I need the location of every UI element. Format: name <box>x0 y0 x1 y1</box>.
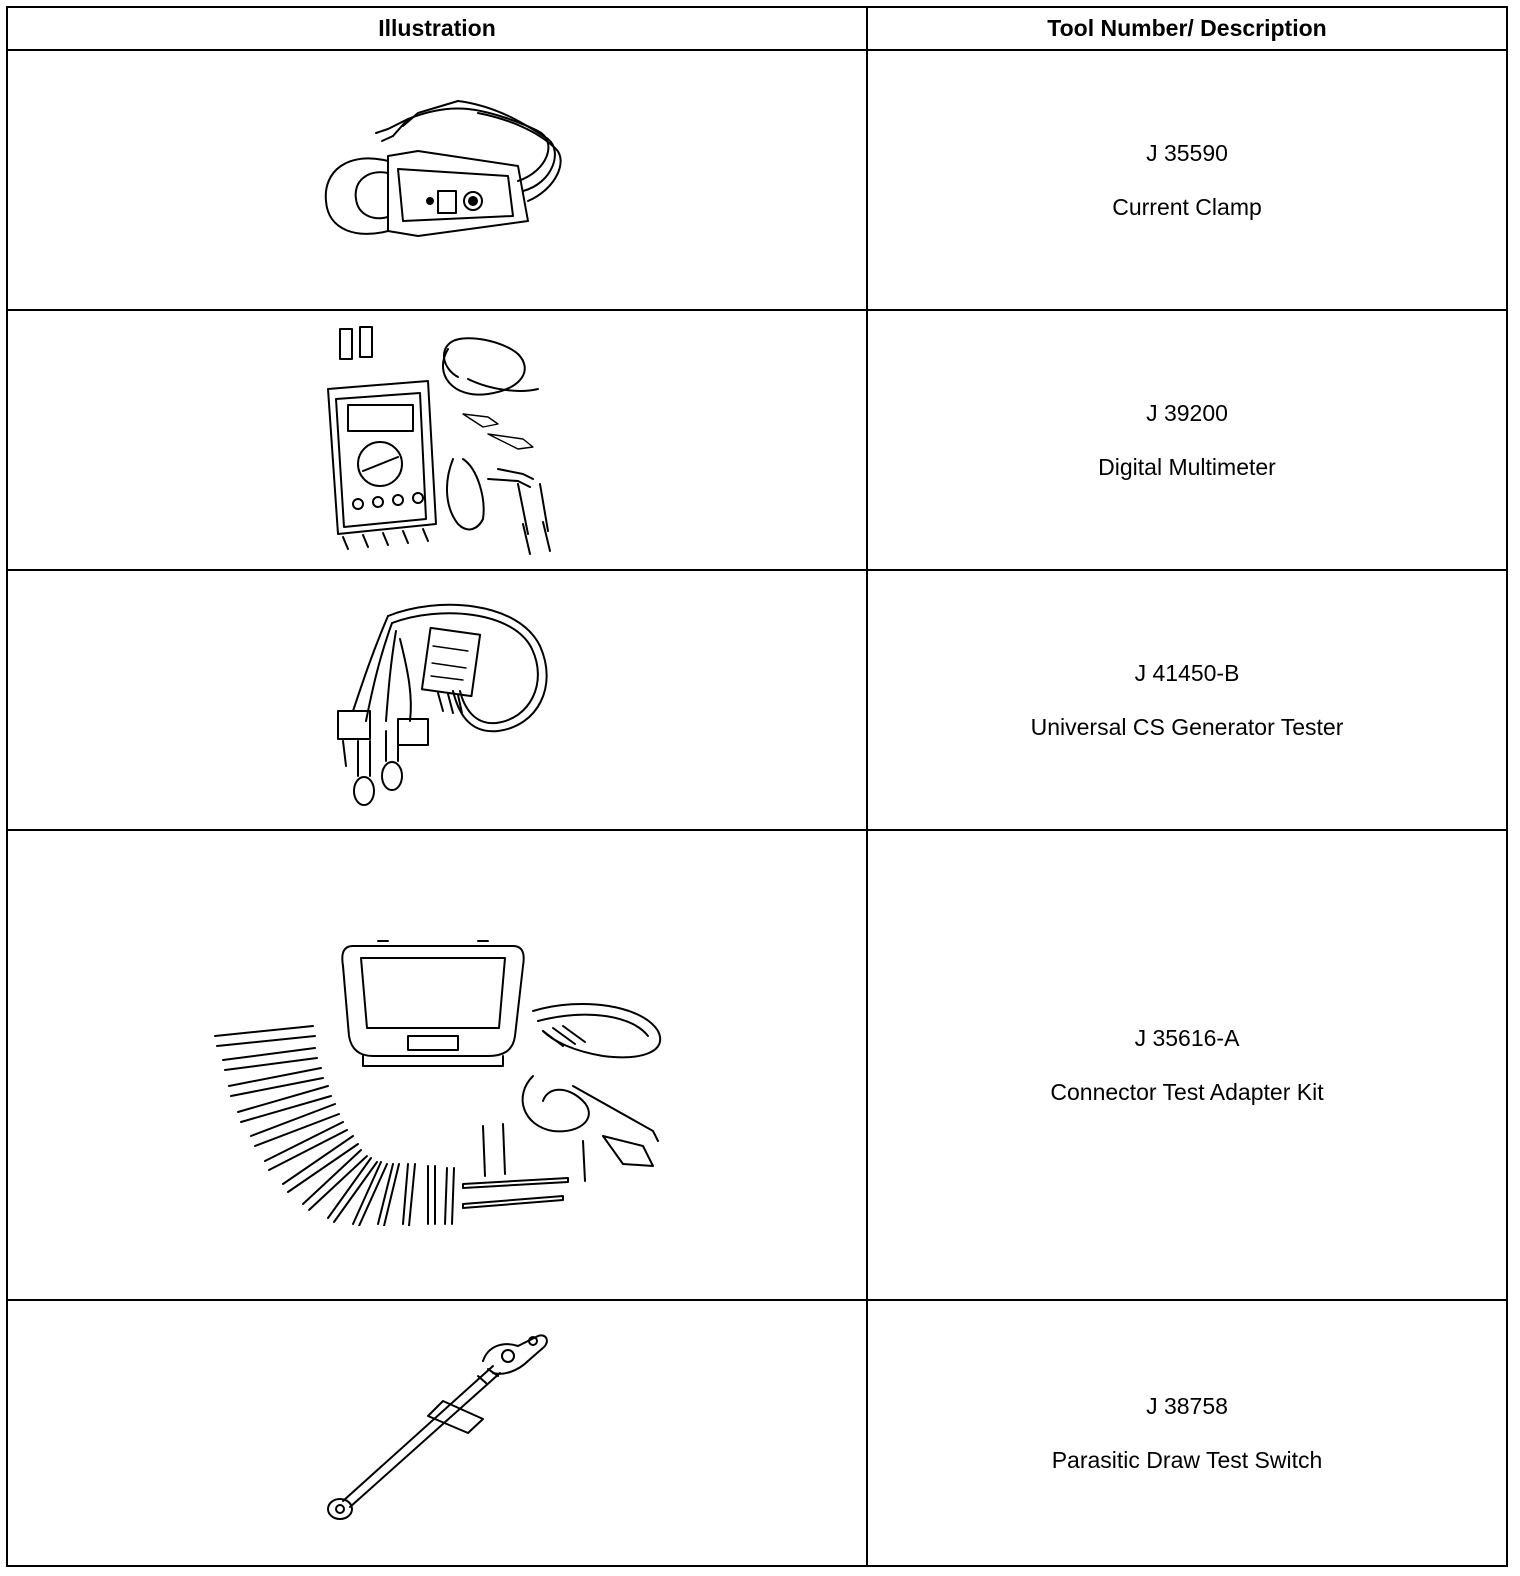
illustration-header: Illustration <box>8 8 868 49</box>
illustration-cell <box>8 831 868 1299</box>
adapter-kit-icon <box>203 936 683 1226</box>
illustration-cell <box>8 51 868 309</box>
current-clamp-icon <box>318 91 568 251</box>
generator-tester-icon <box>318 591 568 811</box>
table-row <box>8 311 1506 571</box>
table-row <box>8 1301 1506 1565</box>
digital-multimeter-icon <box>318 319 568 564</box>
tool-description: Connector Test Adapter Kit <box>1050 1078 1324 1105</box>
table-header-row <box>8 8 1506 51</box>
tool-description: Current Clamp <box>1112 193 1262 220</box>
tool-header: Tool Number/ Description <box>1047 15 1327 41</box>
test-switch-icon <box>318 1321 568 1541</box>
table-row <box>8 571 1506 831</box>
description-cell <box>868 311 1506 569</box>
illustration-cell <box>8 311 868 569</box>
tool-number: J 39200 <box>1146 399 1228 426</box>
tool-description: Universal CS Generator Tester <box>1030 713 1344 740</box>
description-cell <box>868 831 1506 1299</box>
table-row <box>8 831 1506 1301</box>
illustration-cell <box>8 571 868 829</box>
tool-description: Digital Multimeter <box>1098 453 1276 480</box>
tool-number: J 35616-A <box>1134 1024 1240 1051</box>
illustration-cell <box>8 1301 868 1565</box>
description-cell <box>868 571 1506 829</box>
table-row <box>8 51 1506 311</box>
tool-table <box>6 6 1508 1567</box>
tool-description: Parasitic Draw Test Switch <box>1051 1446 1323 1473</box>
tool-number: J 41450-B <box>1134 659 1240 686</box>
description-cell <box>868 1301 1506 1565</box>
description-cell <box>868 51 1506 309</box>
tool-number: J 35590 <box>1146 139 1228 166</box>
tool-number: J 38758 <box>1146 1392 1228 1419</box>
